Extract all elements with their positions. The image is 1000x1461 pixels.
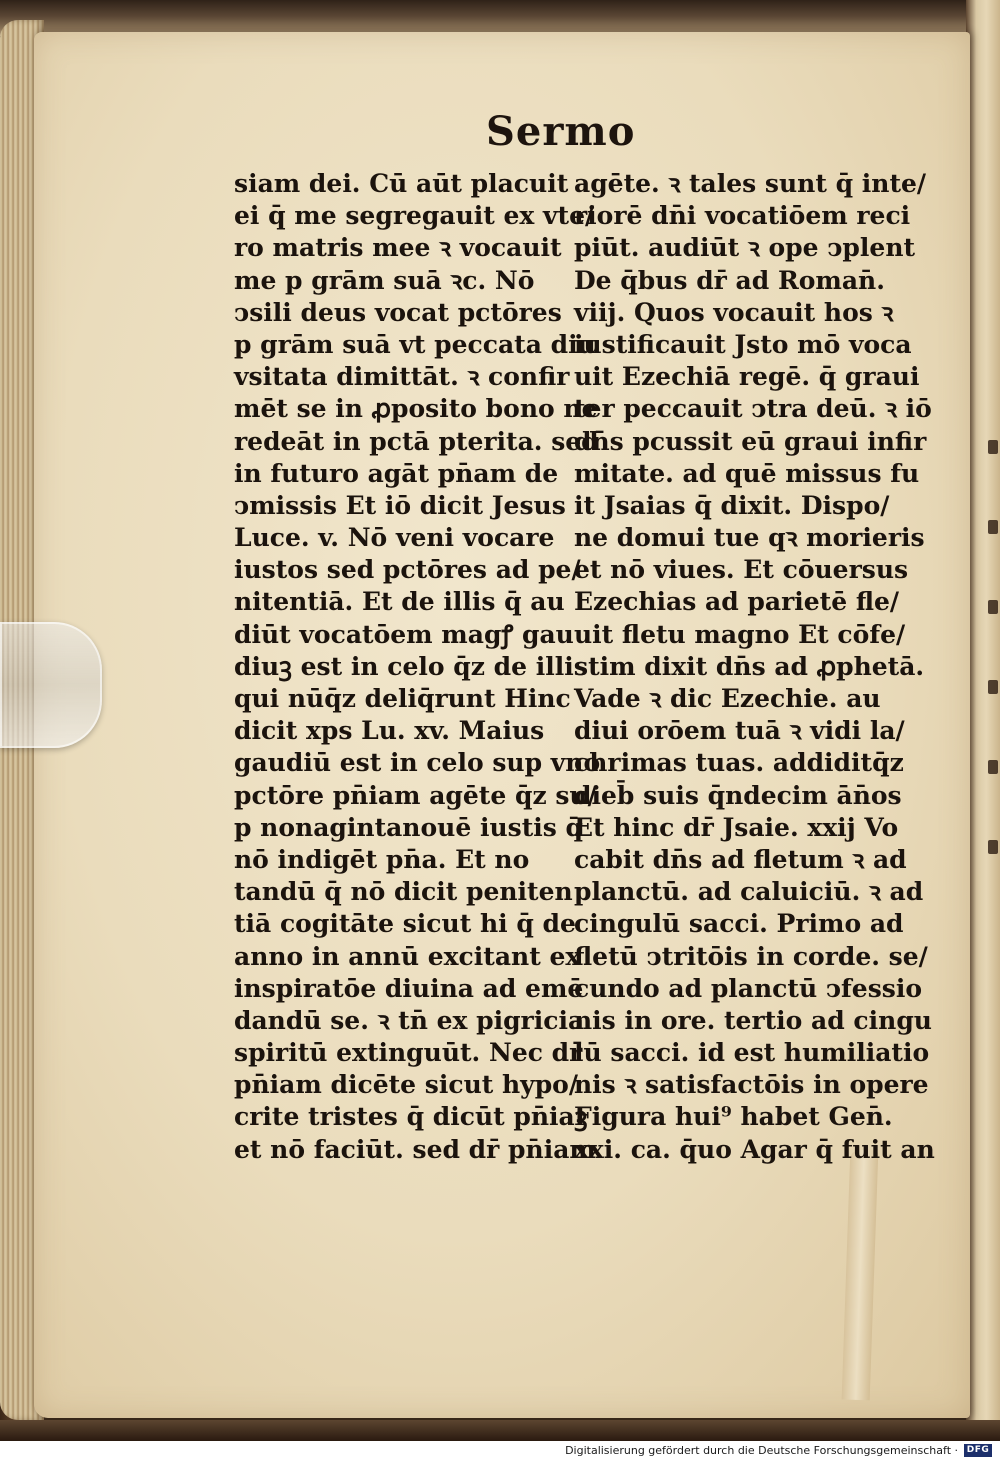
text-line: ↄsili deus vocat pctōres: [234, 297, 562, 327]
text-line: gaudiū est in celo sup vno: [234, 748, 601, 778]
text-line: riorē dn̄i vocatiōem reci: [574, 201, 911, 231]
text-line: Ezechias ad parietē fle/: [574, 587, 900, 617]
text-line: inspiratōe diuina ad emē: [234, 973, 584, 1003]
text-line: dn̄s pcussit eū graui infir: [574, 426, 927, 456]
facing-page-glyph: [988, 840, 998, 854]
text-line: diūt vocatōem magꝭ gau: [234, 619, 574, 649]
text-column-left: [234, 168, 601, 1166]
text-line: me p grām suā ꝛc. Nō: [234, 265, 535, 295]
digitization-credit: Digitalisierung gefördert durch die Deutsche Forschungsgemeinschaft ·: [565, 1444, 958, 1457]
text-line: Vade ꝛ dic Ezechie. au: [574, 684, 881, 713]
facing-page-glyph: [988, 520, 998, 534]
facing-page-edge: [966, 0, 1000, 1440]
text-line: nō indigēt pn̄a. Et no: [234, 844, 530, 874]
text-line: Luce. v. Nō veni vocare: [234, 523, 555, 553]
text-line: pctōre pn̄iam agēte q̄z su/: [234, 780, 597, 810]
text-line: siam dei. Cū aūt placuit: [234, 169, 569, 198]
text-line: nis ꝛ satisfactōis in opere: [574, 1070, 929, 1100]
text-line: vsitata dimittāt. ꝛ confir: [234, 362, 570, 392]
text-line: iustos sed pctōres ad pe/: [234, 555, 581, 585]
text-line: dandū se. ꝛ tn̄ ex pigricia: [234, 1005, 585, 1035]
text-line: diuꝫ est in celo q̄z de illis: [234, 651, 588, 681]
text-line: De q̄bus dr̄ ad Roman̄.: [574, 265, 885, 295]
text-line: mēt se in ꝓposito bono ne: [234, 394, 598, 424]
text-line: in futuro agāt pn̄am de: [234, 458, 559, 488]
glass-page-weight: [0, 622, 102, 748]
text-line: stim dixit dn̄s ad ꝓphetā.: [574, 651, 925, 681]
text-line: ei q̄ me segregauit ex vte/: [234, 201, 595, 231]
binding-top-edge: [0, 0, 1000, 36]
text-line: diui orōem tuā ꝛ vidi la/: [574, 716, 905, 746]
text-line: planctū. ad caluiciū. ꝛ ad: [574, 877, 924, 907]
text-line: dicit xps Lu. xv. Maius: [234, 716, 545, 746]
text-line: nitentiā. Et de illis q̄ au: [234, 587, 565, 617]
text-line: tiā cogitāte sicut hi q̄ de: [234, 909, 576, 939]
text-line: spiritū extinguūt. Nec dr̄: [234, 1038, 583, 1068]
text-line: agēte. ꝛ tales sunt q̄ inte/: [574, 169, 927, 198]
text-line: redeāt in pctā pterita. sed: [234, 426, 599, 456]
text-line: fletū ↄtritōis in corde. se/: [574, 941, 928, 971]
text-line: ro matris mee ꝛ vocauit: [234, 233, 562, 263]
facing-page-glyph: [988, 760, 998, 774]
text-line: uit fletu magno Et cōfe/: [574, 619, 906, 649]
text-line: ne domui tue qꝛ morieris: [574, 523, 925, 553]
text-line: p nonagintanouē iustis q̄: [234, 812, 583, 842]
text-line: Et hinc dr̄ Jsaie. xxij Vo: [574, 812, 899, 842]
text-line: Figura hui⁹ habet Gen̄.: [574, 1102, 893, 1132]
facing-page-glyph: [988, 440, 998, 454]
text-column-right: [574, 168, 935, 1166]
text-line: ter peccauit ↄtra deū. ꝛ iō: [574, 394, 932, 424]
text-line: iustificauit Jsto mō voca: [574, 329, 912, 359]
facing-page-glyph: [988, 600, 998, 614]
text-line: tandū q̄ nō dicit peniten: [234, 877, 573, 907]
text-line: lū sacci. id est humiliatio: [574, 1038, 930, 1068]
text-line: cingulū sacci. Primo ad: [574, 909, 904, 939]
text-line: pn̄iam dicēte sicut hypo/: [234, 1070, 578, 1100]
text-line: crite tristes q̄ dicūt pn̄iaꝫ: [234, 1102, 588, 1132]
bottom-binding-edge: [0, 1420, 1000, 1441]
text-line: et nō viues. Et cōuersus: [574, 555, 909, 585]
text-line: xxi. ca. q̄uo Agar q̄ fuit an: [574, 1134, 935, 1164]
text-line: it Jsaias q̄ dixit. Dispo/: [574, 490, 890, 520]
text-line: piūt. audiūt ꝛ ope ↄplent: [574, 233, 916, 263]
dfg-logo: DFG: [964, 1444, 992, 1457]
text-line: qui nūq̄z deliq̄runt Hinc: [234, 684, 571, 713]
text-line: cundo ad planctū ↄfessio: [574, 973, 923, 1003]
text-line: chrimas tuas. addiditq̄z: [574, 748, 904, 778]
text-line: ↄmissis Et iō dicit Jesus: [234, 490, 566, 520]
text-line: cabit dn̄s ad fletum ꝛ ad: [574, 844, 907, 874]
text-line: p grām suā vt peccata diu: [234, 329, 596, 359]
text-line: mitate. ad quē missus fu: [574, 458, 920, 488]
text-line: et nō faciūt. sed dr̄ pn̄iam: [234, 1134, 596, 1164]
text-line: viij. Quos vocauit hos ꝛ: [574, 297, 894, 327]
text-line: anno in annū excitant ex: [234, 941, 581, 971]
facing-page-glyph: [988, 680, 998, 694]
text-line: dieb̄ suis q̄ndecim ān̄os: [574, 780, 902, 810]
running-head: Sermo: [486, 108, 636, 155]
text-line: nis in ore. tertio ad cingu: [574, 1005, 932, 1035]
text-line: uit Ezechiā regē. q̄ graui: [574, 362, 920, 392]
